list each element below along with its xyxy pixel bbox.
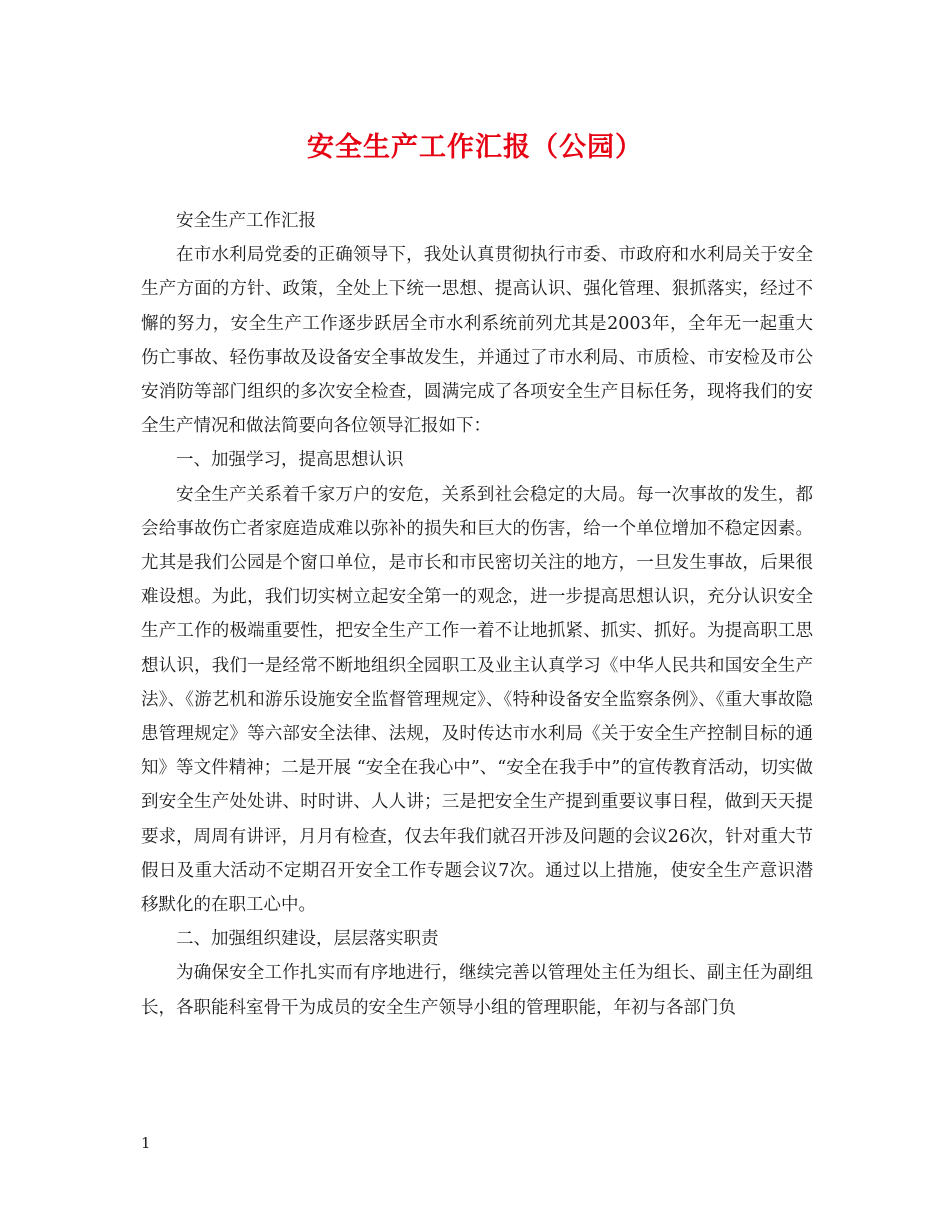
section-heading-2: 二、加强组织建设，层层落实职责: [176, 929, 439, 950]
paragraph-section-1: 安全生产关系着千家万户的安危，关系到社会稳定的大局。每一次事故的发生，都会给事故伤亡者家庭造成难以弥补的损失和巨大的伤害，给一个单位增加不稳定因素。尤其是我们公园是个窗口单位，是市长和市民密切关注的地方，一旦发生事故，后果很难设想。为此，我们切实树立起安全第一的观念，进一步提高思想认识，充分认识安全生产工作的极端重要性，把安全生产工作一着不让地抓紧、抓实、抓好。为提高职工思想认识，我们一是经常不断地组织全园职工及业主认真学习《中华人民共和国安全生产法》、《游艺机和游乐设施安全监督管理规定》、《特种设备安全监察条例》、《重大事故隐患管理规定》等六部安全法律、法规，及时传达市水利局《关于安全生产控制目标的通知》等文件精神；二是开展 “安全在我心中”、“安全在我手中”的宣传教育活动，切实做到安全生产处处讲、时时讲、人人讲；三是把安全生产提到重要议事日程，做到天天提要求，周周有讲评，月月有检查，仅去年我们就召开涉及问题的会议26次，针对重大节假日及重大活动不定期召开安全工作专题会议7次。通过以上措施，使安全生产意识潜移默化的在职工心中。: [141, 484, 813, 916]
page-number: 1: [141, 1134, 151, 1152]
document-title: 安全生产工作汇报（公园）: [307, 132, 643, 163]
section-heading-1: 一、加强学习，提高思想认识: [176, 450, 404, 471]
document-body: [141, 204, 813, 1025]
paragraph-heading: 安全生产工作汇报: [176, 211, 316, 231]
paragraph-intro: 在市水利局党委的正确领导下，我处认真贯彻执行市委、市政府和水利局关于安全生产方面的方针、政策，全处上下统一思想、提高认识、强化管理、狠抓落实，经过不懈的努力，安全生产工作逐步跃居全市水利系统前列尤其是2003年，全年无一起重大伤亡事故、轻伤事故及设备安全事故发生，并通过了市水利局、市质检、市安检及市公安消防等部门组织的多次安全检查，圆满完成了各项安全生产目标任务，现将我们的安全生产情况和做法简要向各位领导汇报如下：: [141, 245, 813, 437]
paragraph-section-2: 为确保安全工作扎实而有序地进行，继续完善以管理处主任为组长、副主任为副组长，各职能科室骨干为成员的安全生产领导小组的管理职能，年初与各部门负: [141, 963, 813, 1018]
